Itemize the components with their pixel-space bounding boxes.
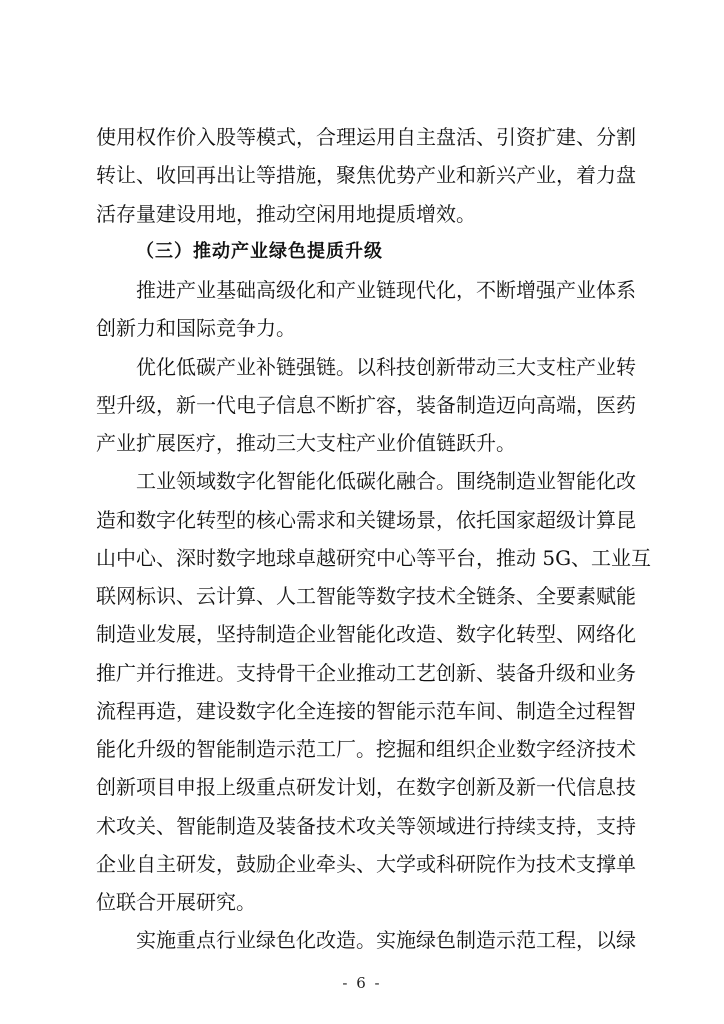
text-line: 创新项目申报上级重点研发计划，在数字创新及新一代信息技 (96, 775, 636, 800)
text-line: 优化低碳产业补链强链。以科技创新带动三大支柱产业转 (136, 354, 636, 379)
text-line: 转让、收回再出让等措施，聚焦优势产业和新兴产业，着力盘 (96, 163, 636, 188)
text-line: 联网标识、云计算、人工智能等数字技术全链条、全要素赋能 (96, 584, 636, 608)
text-line: 创新力和国际竞争力。 (96, 316, 296, 341)
text-line: 流程再造，建设数字化全连接的智能示范车间、制造全过程智 (96, 698, 636, 723)
text-line: 位联合开展研究。 (96, 890, 256, 914)
text-line: 术攻关、智能制造及装备技术攻关等领域进行持续支持，支持 (96, 813, 636, 838)
text-line: 制造业发展，坚持制造企业智能化改造、数字化转型、网络化 (96, 622, 636, 647)
section-heading: （三）推动产业绿色提质升级 (136, 240, 383, 262)
text-line: 使用权作价入股等模式，合理运用自主盘活、引资扩建、分割 (96, 125, 636, 149)
text-line: 实施重点行业绿色化改造。实施绿色制造示范工程，以绿 (136, 928, 636, 953)
text-line: 企业自主研发，鼓励企业牵头、大学或科研院作为技术支撑单 (96, 851, 636, 876)
body-text (96, 118, 652, 960)
text-line: 能化升级的智能制造示范工厂。挖掘和组织企业数字经济技术 (96, 737, 636, 761)
text-line: 产业扩展医疗，推动三大支柱产业价值链跃升。 (96, 431, 516, 455)
text-line: 推广并行推进。支持骨干企业推动工艺创新、装备升级和业务 (96, 660, 636, 685)
text-line: 山中心、深时数字地球卓越研究中心等平台，推动 5G、工业互 (96, 545, 652, 570)
text-line: 型升级，新一代电子信息不断扩容，装备制造迈向高端，医药 (96, 392, 636, 417)
text-line: 活存量建设用地，推动空闲用地提质增效。 (96, 201, 476, 226)
text-line: 工业领域数字化智能化低碳化融合。围绕制造业智能化改 (136, 469, 636, 494)
text-line: 推进产业基础高级化和产业链现代化，不断增强产业体系 (136, 278, 636, 302)
page-number: - 6 - (342, 974, 382, 992)
text-line: 造和数字化转型的核心需求和关键场景，依托国家超级计算昆 (96, 507, 636, 532)
